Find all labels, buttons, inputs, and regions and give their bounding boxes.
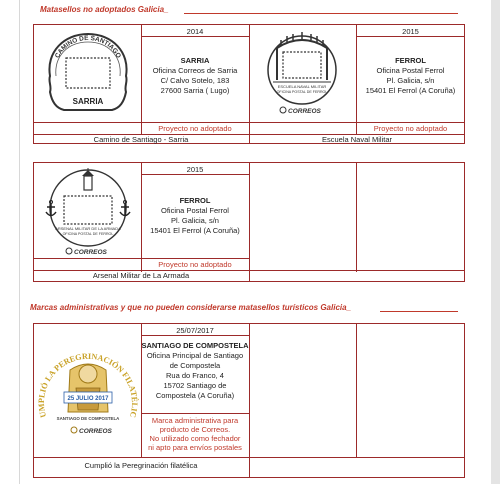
- status-text: Proyecto no adoptado: [158, 260, 232, 269]
- section-title-marcas: Marcas administrativas y que no pueden considerarse matasellos turísticos Galicia_: [30, 303, 352, 312]
- office-name: SANTIAGO DE COMPOSTELA: [141, 341, 249, 350]
- address-line: Rua do Franco, 4: [166, 371, 224, 380]
- table-divider: [356, 323, 357, 457]
- year-label: 2014: [186, 27, 204, 36]
- stamp-place-text: SANTIAGO DE COMPOSTELA: [56, 416, 120, 421]
- office-name: FERROL: [395, 56, 426, 65]
- address-line: Oficina Correos de Sarria: [152, 66, 238, 75]
- year-label: 2015: [402, 27, 419, 36]
- stamp-text: ESCUELA NAVAL MILITAR: [277, 84, 327, 89]
- address-line: 15401 El Ferrol (A Coruña): [365, 86, 456, 95]
- correos-logo: CORREOS: [288, 108, 321, 115]
- address-line: Compostela (A Coruña): [155, 391, 235, 400]
- table-divider: [141, 174, 249, 175]
- table-divider: [33, 258, 249, 259]
- address-line: 27600 Sarria ( Lugo): [160, 86, 230, 95]
- status-line: Marca administrativa para: [151, 416, 239, 425]
- stamp-text: ARSENAL MILITAR DE LA ARMADA: [55, 226, 121, 231]
- table-divider: [141, 335, 249, 336]
- correos-logo: CORREOS: [79, 428, 112, 435]
- ferrol-escuela-stamp: [257, 30, 347, 120]
- year-label: 25/07/2017: [176, 326, 214, 335]
- status-line: No utilizado como fechador: [149, 434, 241, 443]
- margin-rule: [19, 0, 20, 484]
- address-line: 15702 Santiago de: [163, 381, 227, 390]
- office-address: [356, 56, 465, 96]
- sarria-scallop-stamp: [42, 30, 134, 116]
- stamp-date-text: 25 JULIO 2017: [67, 396, 109, 402]
- status-text: [141, 416, 249, 452]
- table-divider: [356, 162, 357, 272]
- stamp-text: OFICINA POSTAL DE FERROL: [276, 90, 328, 94]
- stamp-arc-text: CAMINO DE SANTIAGO: [53, 34, 123, 60]
- table-divider: [141, 413, 249, 414]
- table-divider: [356, 36, 465, 37]
- section-title-underline: [184, 13, 458, 14]
- stamp-arc-text: CUMPLIÓ LA PEREGRINACIÓN FILATÉLICA: [33, 333, 140, 419]
- office-address: [141, 56, 249, 96]
- stamp-caption: Escuela Naval Militar: [321, 135, 393, 144]
- table-divider: [249, 24, 250, 144]
- address-line: Oficina Postal Ferrol: [376, 66, 445, 75]
- stamp-caption: Cumplió la Peregrinación filatélica: [84, 461, 198, 470]
- table-divider: [33, 457, 465, 458]
- ferrol-arsenal-stamp: [38, 166, 138, 258]
- status-line: producto de Correos.: [159, 425, 231, 434]
- santiago-peregrinacion-stamp: [33, 333, 140, 456]
- year-label: 2015: [186, 165, 204, 174]
- office-address: [141, 196, 249, 236]
- stamp-caption: Arsenal Militar de La Armada: [92, 271, 190, 280]
- stamp-text: OFICINA POSTAL DE FERROL: [62, 232, 114, 236]
- table-divider: [249, 323, 250, 478]
- office-address: [141, 341, 249, 401]
- office-name: SARRIA: [180, 56, 210, 65]
- table-divider: [249, 162, 250, 282]
- table-divider: [33, 122, 465, 123]
- address-line: Oficina Postal Ferrol: [161, 206, 229, 215]
- status-text: Proyecto no adoptado: [158, 124, 232, 133]
- correos-logo: CORREOS: [74, 249, 107, 256]
- section-title-underline: [380, 311, 458, 312]
- status-line: ni apto para envíos postales: [148, 443, 242, 452]
- address-line: 15401 El Ferrol (A Coruña): [150, 226, 240, 235]
- address-line: Pl. Galicia, s/n: [386, 76, 435, 85]
- office-name: FERROL: [179, 196, 211, 205]
- status-text: Proyecto no adoptado: [373, 124, 448, 133]
- address-line: de Compostela: [169, 361, 221, 370]
- stamp-place-text: SARRIA: [72, 97, 104, 106]
- scrollbar-track[interactable]: [491, 0, 500, 484]
- stamp-caption: Camino de Santiago - Sarria: [93, 135, 189, 144]
- address-line: Oficina Principal de Santiago: [146, 351, 244, 360]
- section-title-no-adoptados: Matasellos no adoptados Galicia_: [40, 5, 169, 14]
- address-line: C/ Calvo Sotelo, 183: [160, 76, 230, 85]
- table-divider: [141, 36, 249, 37]
- address-line: Pl. Galicia, s/n: [171, 216, 219, 225]
